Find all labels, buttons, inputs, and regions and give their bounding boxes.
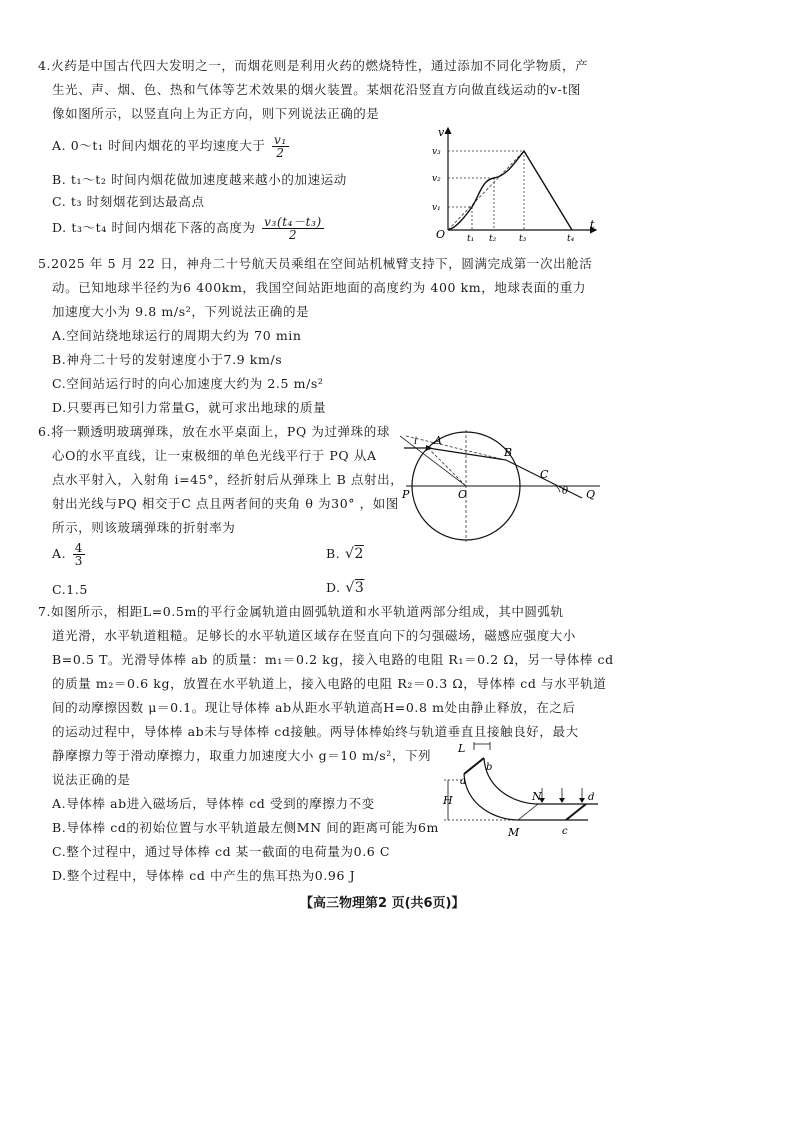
t4-label: t₄ [567, 234, 575, 242]
q4-option-c: C. t₃ 时刻烟花到达最高点 [52, 194, 205, 209]
q7-line-5: 间的动摩擦因数 μ＝0.1。现让导体棒 ab从距水平轨道高H=0.8 m处由静止释放，在之后 [52, 700, 576, 715]
v-axis-label: v [438, 126, 445, 139]
q7-line-2: 道光滑，水平轨道粗糙。足够长的水平轨道区域存在竖直向下的匀强磁场，磁感应强度大小 [52, 628, 577, 643]
q4-option-b: B. t₁～t₂ 时间内烟花做加速度越来越小的加速运动 [52, 172, 347, 187]
v1-label: v₁ [432, 203, 441, 213]
q6-line-5: 所示，则该玻璃弹珠的折射率为 [52, 520, 236, 535]
q7-rail-diagram [438, 740, 600, 842]
t-axis-label: t [590, 218, 595, 231]
q6-refraction-diagram [396, 418, 604, 564]
t2-label: t₂ [489, 234, 497, 242]
q4-line-3: 像如图所示，以竖直向上为正方向，则下列说法正确的是 [52, 106, 380, 121]
q5-option-c: C.空间站运行时的向心加速度大约为 2.5 m/s² [52, 376, 324, 391]
q4-option-d [52, 216, 326, 241]
frac-num: v₁ [274, 133, 287, 147]
mn-boundary [518, 804, 538, 820]
vt-curve [448, 151, 572, 230]
q5-line-1: 5.2025 年 5 月 22 日，神舟二十号航天员乘组在空间站机械臂支持下，圆满完成第一次出舱活 [38, 256, 593, 271]
q5-line-3: 加速度大小为 9.8 m/s²，下列说法正确的是 [52, 304, 310, 319]
q6-option-b-label: B. [326, 546, 341, 561]
q4-vt-graph [420, 124, 600, 242]
q4-line-1: 4.火药是中国古代四大发明之一，而烟花则是利用火药的燃烧特性，通过添加不同化学物质，产 [38, 58, 589, 73]
q6-option-b-sqrt: √2 [344, 546, 364, 562]
q7-option-a: A.导体棒 ab进入磁场后，导体棒 cd 受到的摩擦力不变 [52, 796, 375, 811]
origin-label: O [436, 228, 446, 241]
q7-line-1: 7.如图所示，相距L=0.5m的平行金属轨道由圆弧轨道和水平轨道两部分组成，其中圆弧轨 [38, 604, 564, 619]
label-m: M [508, 826, 520, 839]
q4-line-2: 生光、声、烟、色、热和气体等艺术效果的烟火装置。某烟花沿竖直方向做直线运动的v-t图 [52, 82, 582, 97]
radicand: 2 [354, 546, 364, 562]
rod-ab [464, 758, 484, 774]
label-d: d [588, 792, 595, 803]
q6-option-b [326, 546, 364, 562]
q5-option-a: A.空间站绕地球运行的周期大约为 70 min [52, 328, 302, 343]
label-c: c [562, 826, 568, 837]
label-theta: θ [562, 486, 569, 497]
arrow-down-icon [559, 798, 565, 803]
page-footer: 【高三物理第2 页(共6页)】 [300, 896, 465, 911]
q7-line-6: 的运动过程中，导体棒 ab未与导体棒 cd接触。两导体棒始终与轨道垂直且接触良好，最大 [52, 724, 579, 739]
label-c: C [540, 468, 549, 481]
q5-line-2: 动。已知地球半径约为6 400km，我国空间站距地面的高度约为 400 km，地球表面的重力 [52, 280, 587, 295]
rod-cd [566, 804, 586, 820]
label-p: P [402, 488, 410, 501]
label-i: i [414, 436, 418, 447]
label-b: b [486, 762, 493, 773]
q6-line-4: 射出光线与PQ 相交于C 点且两者间的夹角 θ 为30° ，如图 [52, 496, 399, 511]
t3-label: t₃ [519, 234, 527, 242]
chord-line [448, 151, 524, 230]
q6-option-d [326, 580, 364, 596]
q7-line-7: 静摩擦力等于滑动摩擦力，取重力加速度大小 g＝10 m/s²，下列 [52, 748, 432, 763]
v3-label: v₃ [432, 147, 441, 157]
q6-option-a-fraction [73, 542, 85, 567]
t1-label: t₁ [467, 234, 475, 242]
q4-option-a-text: A. 0～t₁ 时间内烟花的平均速度大于 [52, 138, 266, 153]
q5-option-d: D.只要再已知引力常量G，就可求出地球的质量 [52, 400, 327, 415]
frac-num: 4 [74, 541, 84, 555]
frac-den: 3 [74, 554, 84, 568]
q7-line-8: 说法正确的是 [52, 772, 131, 787]
refracted-ray [428, 448, 506, 460]
q7-line-4: 的质量 m₂＝0.6 kg，放置在水平轨道上，接入电路的电阻 R₂＝0.3 Ω，导体棒 cd 与水平轨道 [52, 676, 607, 691]
q6-line-2: 心O的水平直线，让一束极细的单色光线平行于 PQ 从A [52, 448, 377, 463]
q6-line-1: 6.将一颗透明玻璃弹珠，放在水平桌面上，PQ 为过弹珠的球 [38, 424, 390, 439]
q6-option-a [52, 542, 87, 567]
q6-option-c: C.1.5 [52, 582, 88, 597]
v2-label: v₂ [432, 174, 441, 184]
q7-line-3: B=0.5 T。光滑导体棒 ab 的质量：m₁＝0.2 kg，接入电路的电阻 R₁＝0.2 Ω，另一导体棒 cd [52, 652, 614, 667]
q7-option-b: B.导体棒 cd的初始位置与水平轨道最左侧MN 间的距离可能为6m [52, 820, 439, 835]
label-l: L [458, 742, 466, 755]
label-n: N [532, 790, 542, 803]
label-q: Q [586, 488, 596, 501]
arrow-down-icon [579, 798, 585, 803]
q5-option-b: B.神舟二十号的发射速度小于7.9 km/s [52, 352, 283, 367]
q6-line-3: 点水平射入，入射角 i=45°，经折射后从弹珠上 B 点射出， [52, 472, 404, 487]
frac-den: 2 [288, 228, 298, 242]
q4-option-d-fraction [262, 216, 324, 241]
label-a: A [434, 434, 442, 447]
label-a: a [460, 776, 466, 787]
frac-den: 2 [276, 146, 285, 160]
q4-option-d-text: D. t₃～t₄ 时间内烟花下落的高度为 [52, 220, 256, 235]
q7-option-d: D.整个过程中，导体棒 cd 中产生的焦耳热为0.96 J [52, 868, 356, 883]
label-o: O [458, 488, 468, 501]
radius-ao [428, 448, 466, 486]
radicand: 3 [354, 580, 365, 596]
q6-option-d-sqrt: √3 [345, 580, 365, 596]
label-h: H [443, 794, 453, 807]
q6-option-a-label: A. [52, 546, 67, 561]
q6-option-d-label: D. [326, 580, 341, 595]
q4-option-a [52, 134, 291, 159]
q4-option-a-fraction [272, 134, 289, 159]
q7-option-c: C.整个过程中，通过导体棒 cd 某一截面的电荷量为0.6 C [52, 844, 391, 859]
frac-num: v₃(t₄－t₃) [264, 215, 322, 229]
label-b: B [504, 446, 513, 459]
